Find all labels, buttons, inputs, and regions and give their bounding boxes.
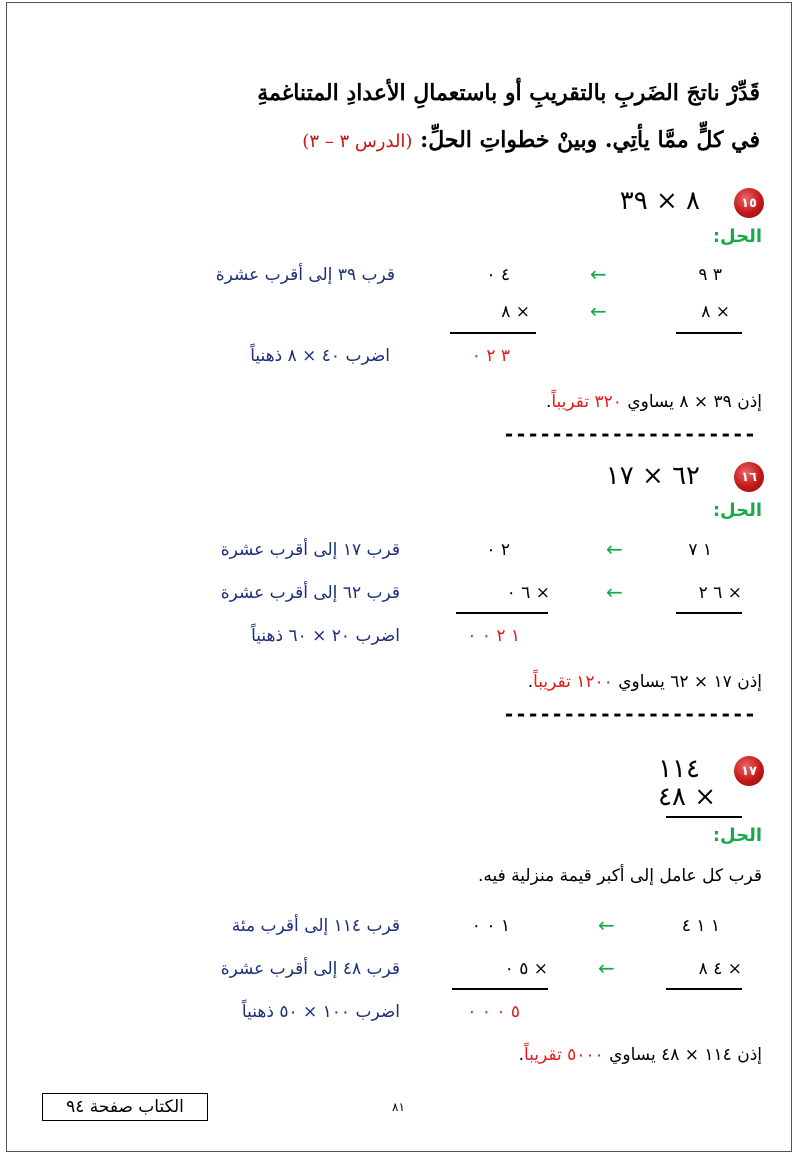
underline: [676, 612, 742, 614]
arrow-icon: ←: [590, 299, 607, 323]
rounded-multiplier: × ٥ ٠: [504, 959, 548, 979]
step-note: قرب ١١٤ إلى أقرب مئة: [231, 916, 400, 936]
conclusion-suffix: .: [545, 392, 552, 412]
original-number: ١ ١ ٤: [681, 916, 720, 936]
lesson-reference: (الدرس ٣ – ٣): [302, 131, 413, 152]
instruction-text: قرب كل عامل إلى أكبر قيمة منزلية فيه.: [477, 866, 762, 886]
rounded-number: ٤ ٠: [486, 265, 510, 285]
result-value: ٣ ٢ ٠: [471, 346, 510, 366]
step-note: قرب ١٧ إلى أقرب عشرة: [220, 540, 400, 560]
arrow-icon: ←: [606, 580, 623, 604]
conclusion-value: ٣٢٠ تقريباً: [551, 392, 622, 412]
conclusion-value: ١٢٠٠ تقريباً: [533, 672, 613, 692]
solution-label: الحل:: [712, 226, 762, 247]
conclusion-prefix: إذن ١١٤ × ٤٨ يساوي: [609, 1045, 762, 1065]
conclusion: [528, 672, 762, 692]
arrow-icon: ←: [598, 913, 615, 937]
solution-label: الحل:: [712, 825, 762, 846]
underline: [450, 332, 536, 334]
conclusion-prefix: إذن ١٧ × ٦٢ يساوي: [618, 672, 762, 692]
problem-expression: ٨ × ٣٩: [619, 186, 700, 216]
result-note: اضرب ٢٠ × ٦٠ ذهنياً: [251, 626, 400, 646]
arrow-icon: ←: [590, 262, 607, 286]
underline: [456, 612, 548, 614]
separator: ---------------------: [503, 702, 756, 726]
separator: ---------------------: [503, 422, 756, 446]
page-number: ٨١: [392, 1100, 405, 1114]
step-note: قرب ٣٩ إلى أقرب عشرة: [215, 265, 395, 285]
step-note: قرب ٦٢ إلى أقرب عشرة: [220, 583, 400, 603]
header-line-2-text: في كلٍّ ممَّا يأتِي. وبينْ خطواتِ الحلِّ:: [420, 127, 760, 153]
problem-number-badge: ١٥: [734, 188, 764, 218]
result-note: اضرب ١٠٠ × ٥٠ ذهنياً: [241, 1002, 400, 1022]
conclusion-suffix: .: [518, 1045, 524, 1065]
conclusion: [519, 1045, 762, 1065]
underline: [676, 332, 742, 334]
underline: [666, 816, 742, 818]
rounded-multiplier: × ٦ ٠: [506, 583, 550, 603]
solution-label: الحل:: [712, 500, 762, 521]
arrow-icon: ←: [598, 956, 615, 980]
problem-expression-bottom: × ٤٨: [658, 782, 716, 812]
conclusion-suffix: .: [527, 672, 534, 692]
header-line-2: [302, 127, 760, 153]
original-multiplier: × ٨: [701, 302, 730, 322]
arrow-icon: ←: [606, 537, 623, 561]
problem-number-badge: ١٦: [734, 462, 764, 492]
conclusion-prefix: إذن ٣٩ × ٨ يساوي: [627, 392, 762, 412]
rounded-number: ٢ ٠: [486, 540, 510, 560]
conclusion-value: ٥٠٠٠ تقريباً: [523, 1045, 604, 1065]
problem-expression-top: ١١٤: [658, 754, 700, 784]
conclusion: [546, 392, 762, 412]
original-multiplier: × ٦ ٢: [698, 583, 742, 603]
underline: [452, 988, 548, 990]
result-value: ١ ٢ ٠ ٠: [467, 626, 520, 646]
problem-number-badge: ١٧: [734, 756, 764, 786]
page-border: [6, 2, 792, 1152]
book-reference-box: [42, 1093, 208, 1121]
problem-expression: ٦٢ × ١٧: [605, 461, 700, 491]
header-line-1: قَدِّرْ ناتجَ الضَربِ بالتقريبِ أو باستعمالِ الأعدادِ المتناغمةِ: [257, 80, 760, 106]
result-value: ٥ ٠ ٠ ٠: [467, 1002, 520, 1022]
underline: [666, 988, 742, 990]
rounded-number: ١ ٠ ٠: [471, 916, 510, 936]
result-note: اضرب ٤٠ × ٨ ذهنياً: [250, 346, 390, 366]
step-note: قرب ٤٨ إلى أقرب عشرة: [220, 959, 400, 979]
rounded-multiplier: × ٨: [501, 302, 530, 322]
original-number: ١ ٧: [688, 540, 712, 560]
original-number: ٣ ٩: [698, 265, 722, 285]
original-multiplier: × ٤ ٨: [698, 959, 742, 979]
book-reference: الكتاب صفحة ٩٤: [66, 1097, 184, 1117]
